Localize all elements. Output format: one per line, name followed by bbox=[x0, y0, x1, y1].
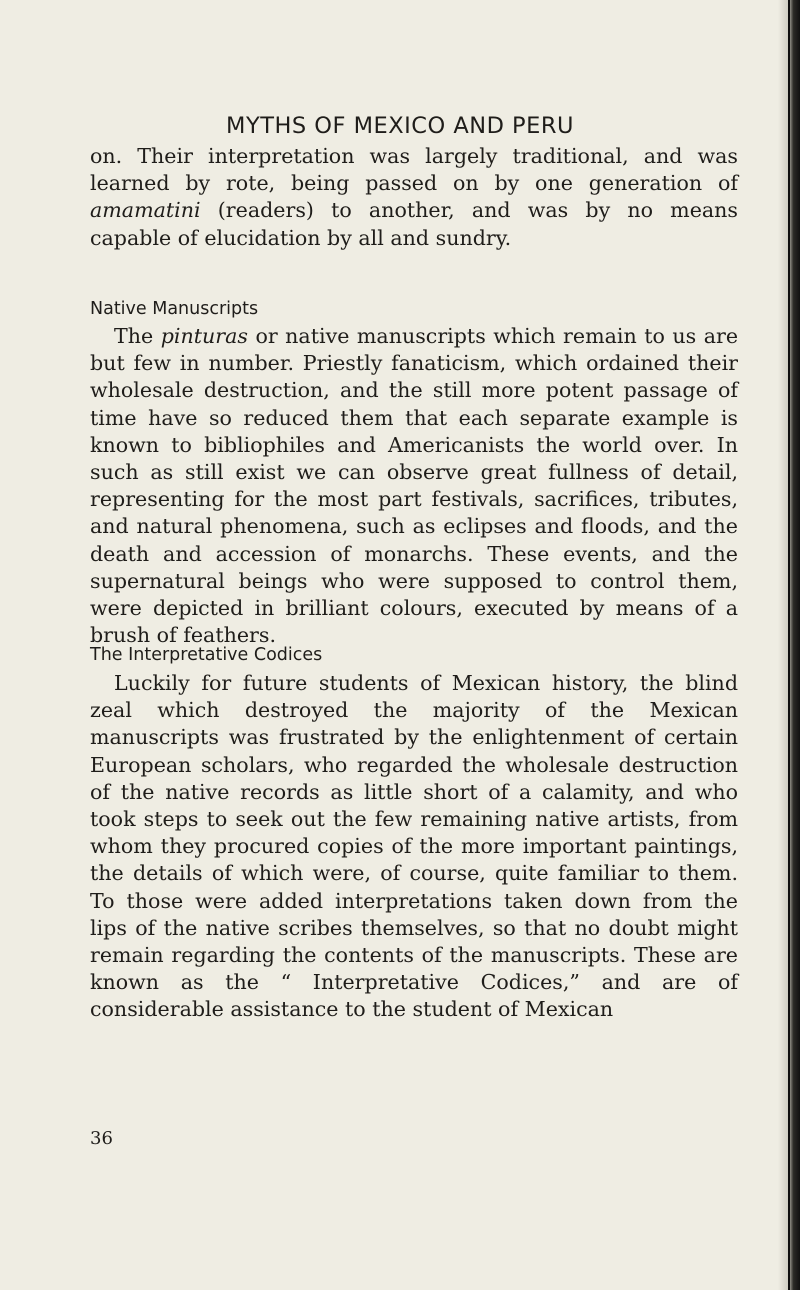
paragraph-native-manuscripts bbox=[90, 323, 738, 649]
paragraph-text: or native manuscripts which remain to us are but few in number. Priestly fanaticism, which ordained their wholesale destruction, and the still more potent passage of time have so reduced them that each separate example is known to bibliophiles and Americanists the world over. In such as still exist we can observe great fullness of detail, representing for the most part festivals, sacrifices, tributes, and natural phenomena, such as eclipses and floods, and the death and accession of monarchs. These events, and the supernatural beings who were supposed to control them, were depicted in brilliant colours, executed by means of a brush of feathers. bbox=[90, 324, 738, 648]
section-heading-native-manuscripts: Native Manuscripts bbox=[90, 299, 259, 319]
italic-term: pinturas bbox=[160, 324, 248, 348]
page-edge-line bbox=[788, 0, 790, 1290]
page-number: 36 bbox=[90, 1128, 113, 1149]
italic-term: amamatini bbox=[90, 198, 201, 223]
paragraph-continued bbox=[90, 143, 738, 252]
section-heading-interpretative-codices: The Interpretative Codices bbox=[90, 645, 323, 665]
paragraph-text: on. Their interpretation was largely traditional, and was learned by rote, being passed on by one generation of bbox=[90, 144, 738, 196]
paragraph-text: (readers) to another, and was by no means capable of elucidation by all and sundry. bbox=[90, 198, 738, 250]
paragraph-text: The bbox=[114, 324, 161, 348]
paragraph-interpretative-codices: Luckily for future students of Mexican history, the blind zeal which destroyed the majority of the Mexican manuscripts was frustrated by the enlightenment of certain European scholars, who regarded the wholesale destruction of the native records as little short of a calamity, and who took steps to seek out the few remaining native artists, from whom they procured copies of the more important paintings, the details of which were, of course, quite familiar to them. To those were added interpretations taken down from the lips of the native scribes themselves, so that no doubt might remain regarding the contents of the manuscripts. These are known as the “ Interpretative Codices,” and are of considerable assistance to the student of Mexican bbox=[90, 671, 738, 1022]
running-head: MYTHS OF MEXICO AND PERU bbox=[226, 113, 574, 139]
